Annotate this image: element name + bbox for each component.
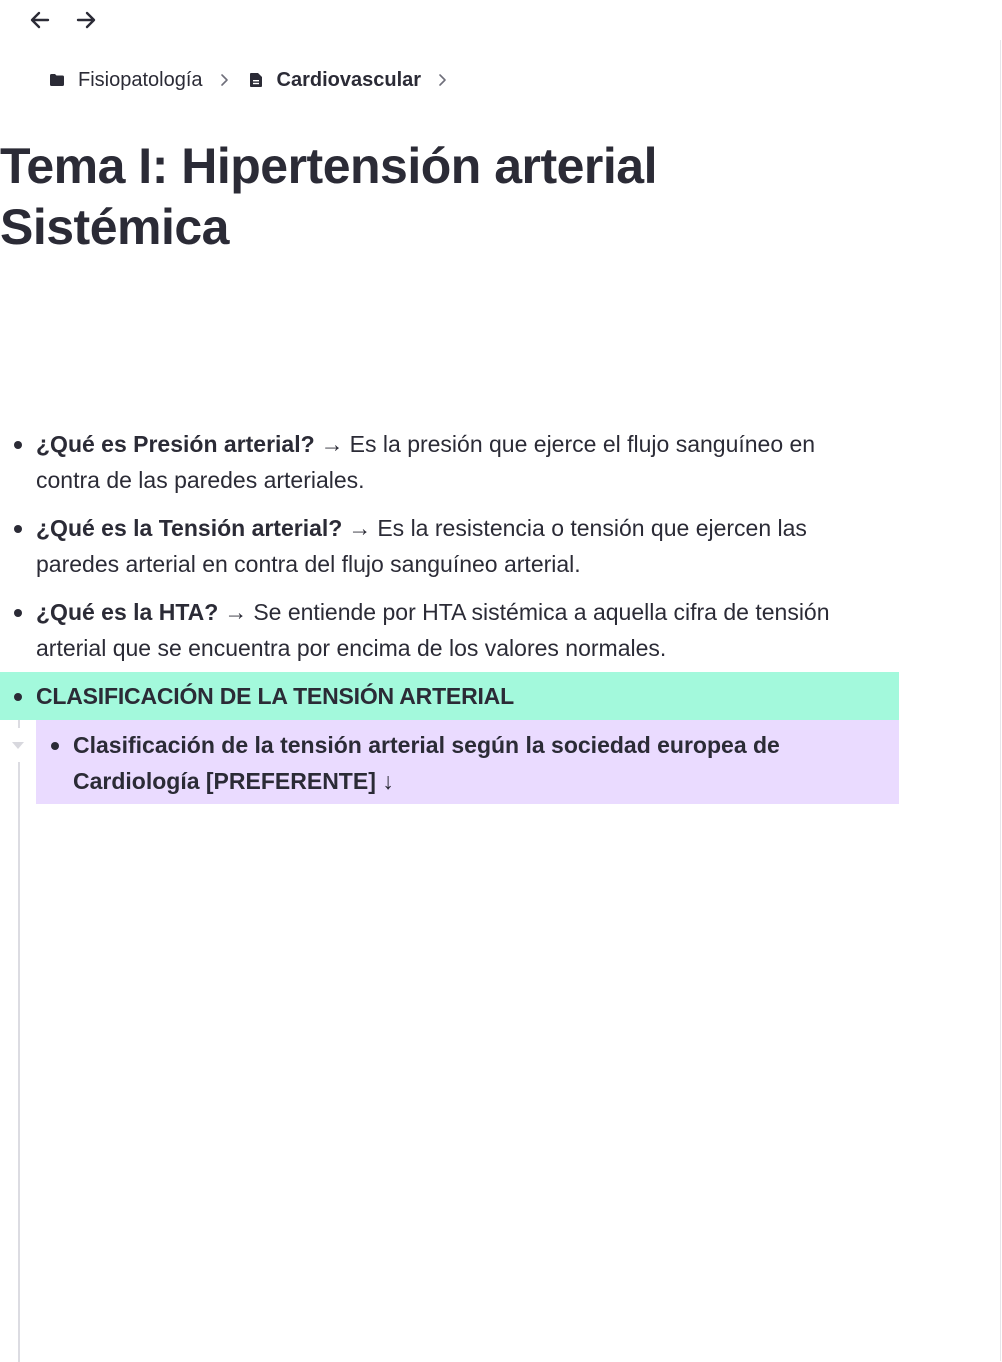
bullet-icon	[14, 609, 22, 617]
chevron-right-icon	[219, 73, 229, 87]
arrow-left-icon	[29, 9, 51, 31]
arrow-right-icon: →	[348, 515, 372, 541]
indent-guide	[18, 720, 20, 728]
arrow-right-icon: →	[224, 599, 248, 625]
outline-list	[0, 426, 899, 720]
breadcrumb-item-cardiovascular[interactable]	[247, 69, 422, 92]
sub-item-text: Clasificación de la tensión arterial según la sociedad europea de Cardiología [PREFERENTE] ↓	[73, 732, 780, 794]
bullet-icon	[14, 525, 22, 533]
arrow-right-icon	[75, 9, 97, 31]
section-heading: CLASIFICACIÓN DE LA TENSIÓN ARTERIAL	[36, 683, 514, 709]
page-title: Tema I: Hipertensión arterial Sistémica	[0, 138, 657, 255]
collapse-toggle[interactable]	[10, 738, 26, 750]
answer-text: Es la presión que ejerce el flujo sanguíneo en contra de las paredes arteriales.	[36, 431, 816, 493]
breadcrumb-label: Cardiovascular	[276, 68, 422, 91]
triangle-down-icon	[10, 739, 26, 751]
answer-text: Se entiende por HTA sistémica a aquella cifra de tensión arterial que se encuentra por encima de los valores normales.	[36, 599, 830, 661]
question-text: ¿Qué es Presión arterial?	[36, 431, 315, 457]
bullet-icon	[14, 441, 22, 449]
breadcrumb-item-fisiopatologia[interactable]	[48, 69, 203, 92]
list-item[interactable]	[0, 426, 899, 510]
question-text: ¿Qué es la Tensión arterial?	[36, 515, 343, 541]
list-item[interactable]	[0, 510, 899, 594]
folder-icon	[48, 71, 66, 89]
chevron-right-icon	[437, 73, 447, 87]
bullet-icon	[14, 693, 22, 701]
bullet-icon	[51, 742, 59, 750]
forward-button[interactable]	[72, 6, 100, 34]
list-item[interactable]	[0, 594, 899, 678]
history-nav	[26, 6, 100, 34]
answer-text: Es la resistencia o tensión que ejercen las paredes arterial en contra del flujo sanguíneo arterial.	[36, 515, 807, 577]
list-item[interactable]	[36, 727, 873, 799]
arrow-right-icon: →	[320, 431, 344, 457]
indent-guide	[18, 762, 20, 1362]
back-button[interactable]	[26, 6, 54, 34]
panel-divider	[1000, 40, 1001, 1361]
breadcrumb	[48, 66, 465, 94]
breadcrumb-label: Fisiopatología	[78, 68, 203, 91]
question-text: ¿Qué es la HTA?	[36, 599, 219, 625]
section-heading-item[interactable]	[0, 672, 899, 720]
document-icon	[247, 71, 265, 89]
sub-item-block	[36, 720, 899, 804]
